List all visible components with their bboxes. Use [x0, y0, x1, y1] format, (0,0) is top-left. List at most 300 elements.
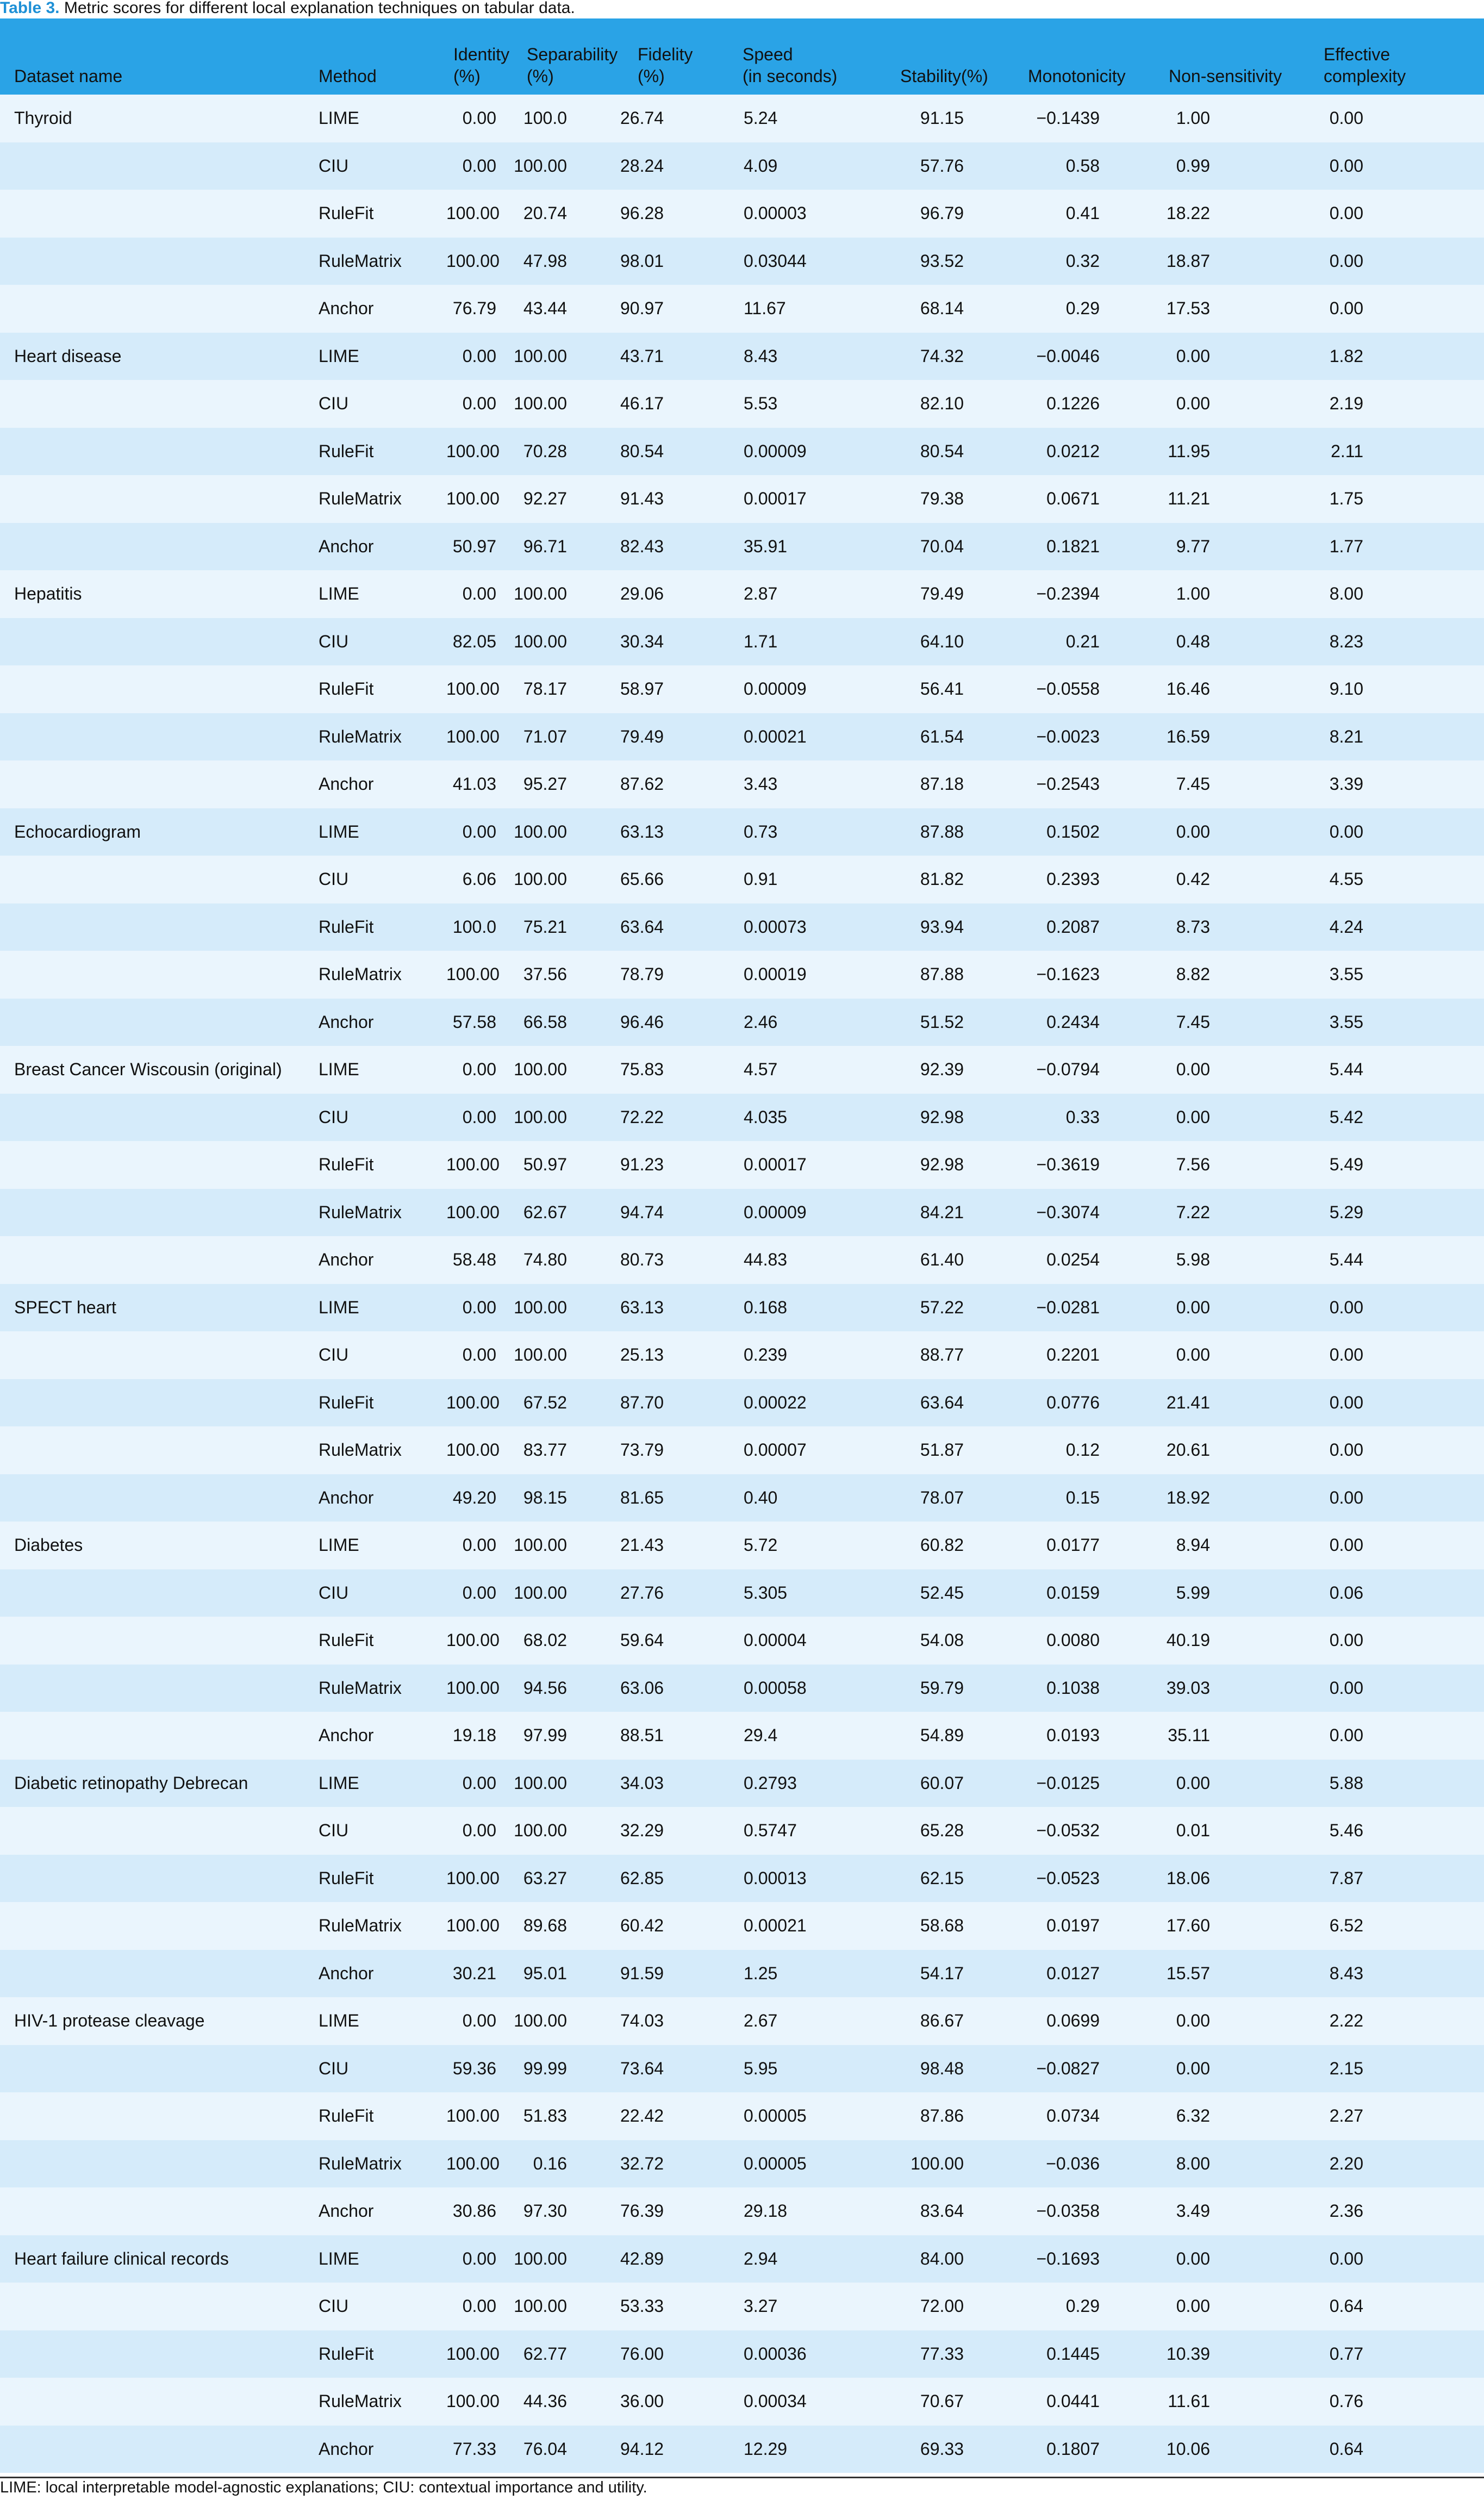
cell-method: Anchor	[319, 536, 374, 556]
cell-effective-complexity: 5.44	[1329, 1059, 1363, 1080]
cell-method: RuleMatrix	[319, 251, 402, 271]
header-separability: Separability (%)	[527, 45, 618, 86]
cell-identity: 58.48	[452, 1250, 496, 1270]
cell-speed: 3.27	[744, 2296, 778, 2316]
cell-separability: 92.27	[523, 489, 567, 509]
cell-separability: 95.01	[523, 1963, 567, 1983]
cell-identity: 0.00	[462, 1821, 496, 1841]
cell-dataset-name	[0, 999, 319, 1046]
cell-method: RuleFit	[319, 1392, 374, 1412]
header-method: Method	[319, 66, 377, 86]
cell-stability: 84.00	[920, 2248, 964, 2268]
cell-speed: 29.18	[744, 2201, 788, 2221]
cell-method: LIME	[319, 1297, 359, 1317]
cell-stability: 69.33	[920, 2439, 964, 2459]
cell-fidelity: 63.06	[620, 1678, 664, 1698]
table-row	[0, 428, 1484, 476]
cell-monotonicity: −0.036	[1046, 2153, 1100, 2173]
cell-monotonicity: 0.0212	[1046, 441, 1100, 461]
cell-monotonicity: 0.1038	[1046, 1678, 1100, 1698]
table-row	[0, 285, 1484, 333]
cell-speed: 12.29	[744, 2439, 788, 2459]
cell-monotonicity: 0.0177	[1046, 1535, 1100, 1555]
cell-fidelity: 94.74	[620, 1202, 664, 1222]
cell-identity: 100.00	[446, 1392, 500, 1412]
cell-separability: 51.83	[523, 2106, 567, 2126]
header-identity: Identity (%)	[453, 45, 510, 86]
table-footnote: LIME: local interpretable model-agnostic explanations; CIU: contextual importance and utility.	[0, 2479, 647, 2496]
cell-separability: 62.77	[523, 2343, 567, 2364]
table-row	[0, 1189, 1484, 1237]
cell-method: RuleFit	[319, 1868, 374, 1888]
cell-dataset-name	[0, 1141, 319, 1189]
cell-identity: 100.00	[446, 1678, 500, 1698]
cell-method: RuleFit	[319, 441, 374, 461]
cell-monotonicity: −0.0125	[1036, 1773, 1100, 1793]
cell-speed: 4.57	[744, 1059, 778, 1080]
cell-identity: 100.00	[446, 1440, 500, 1460]
cell-method: RuleMatrix	[319, 726, 402, 746]
cell-speed: 2.94	[744, 2248, 778, 2268]
cell-non-sensitivity: 39.03	[1166, 1678, 1210, 1698]
table-row	[0, 903, 1484, 951]
table-row	[0, 2187, 1484, 2235]
cell-stability: 54.08	[920, 1630, 964, 1650]
cell-method: RuleMatrix	[319, 1916, 402, 1936]
cell-dataset-name	[0, 1807, 319, 1855]
cell-stability: 74.32	[920, 346, 964, 366]
table-row	[0, 1665, 1484, 1712]
cell-effective-complexity: 8.23	[1329, 631, 1363, 651]
cell-effective-complexity: 2.22	[1329, 2011, 1363, 2031]
cell-fidelity: 94.12	[620, 2439, 664, 2459]
cell-separability: 94.56	[523, 1678, 567, 1698]
cell-monotonicity: 0.0776	[1046, 1392, 1100, 1412]
cell-non-sensitivity: 0.00	[1176, 1297, 1210, 1317]
cell-effective-complexity: 8.00	[1329, 584, 1363, 604]
cell-identity: 100.00	[446, 2391, 500, 2411]
cell-separability: 100.0	[523, 108, 567, 128]
table-row	[0, 2283, 1484, 2330]
cell-non-sensitivity: 0.00	[1176, 1345, 1210, 1365]
cell-stability: 92.98	[920, 1155, 964, 1175]
cell-speed: 5.24	[744, 108, 778, 128]
cell-monotonicity: 0.0441	[1046, 2391, 1100, 2411]
cell-fidelity: 91.59	[620, 1963, 664, 1983]
cell-dataset-name	[0, 1902, 319, 1950]
cell-monotonicity: 0.12	[1065, 1440, 1100, 1460]
cell-method: CIU	[319, 2296, 349, 2316]
cell-non-sensitivity: 8.00	[1176, 2153, 1210, 2173]
table-row	[0, 570, 1484, 618]
table-row	[0, 1236, 1484, 1284]
cell-identity: 82.05	[452, 631, 496, 651]
cell-separability: 99.99	[523, 2058, 567, 2078]
cell-non-sensitivity: 0.48	[1176, 631, 1210, 651]
cell-dataset-name: Heart disease	[14, 346, 122, 366]
cell-separability: 83.77	[523, 1440, 567, 1460]
cell-method: Anchor	[319, 1250, 374, 1270]
cell-stability: 88.77	[920, 1345, 964, 1365]
cell-method: RuleMatrix	[319, 1202, 402, 1222]
cell-method: Anchor	[319, 1963, 374, 1983]
cell-speed: 0.00009	[744, 441, 807, 461]
cell-monotonicity: 0.41	[1065, 203, 1100, 223]
cell-non-sensitivity: 0.00	[1176, 1773, 1210, 1793]
cell-identity: 0.00	[462, 394, 496, 414]
cell-monotonicity: 0.0127	[1046, 1963, 1100, 1983]
cell-dataset-name	[0, 2378, 319, 2426]
metrics-table	[0, 18, 1484, 2473]
cell-effective-complexity: 2.19	[1329, 394, 1363, 414]
cell-dataset-name: Breast Cancer Wiscousin (original)	[14, 1059, 282, 1080]
cell-non-sensitivity: 40.19	[1166, 1630, 1210, 1650]
cell-monotonicity: −0.0023	[1036, 726, 1100, 746]
cell-identity: 57.58	[452, 1012, 496, 1032]
header-row	[0, 18, 1484, 95]
table-row	[0, 1379, 1484, 1427]
cell-separability: 100.00	[514, 2248, 567, 2268]
cell-effective-complexity: 2.11	[1331, 441, 1363, 461]
cell-identity: 77.33	[452, 2439, 496, 2459]
cell-speed: 5.53	[744, 394, 778, 414]
table-row	[0, 618, 1484, 666]
cell-non-sensitivity: 18.92	[1166, 1487, 1210, 1507]
cell-speed: 29.4	[744, 1725, 778, 1746]
cell-method: Anchor	[319, 1725, 374, 1746]
cell-separability: 100.00	[514, 1582, 567, 1603]
cell-fidelity: 63.64	[620, 917, 664, 937]
cell-stability: 51.52	[920, 1012, 964, 1032]
cell-dataset-name: Diabetic retinopathy Debrecan	[14, 1773, 248, 1793]
cell-stability: 82.10	[920, 394, 964, 414]
cell-effective-complexity: 2.20	[1329, 2153, 1363, 2173]
cell-identity: 100.00	[446, 1155, 500, 1175]
cell-separability: 67.52	[523, 1392, 567, 1412]
cell-monotonicity: −0.0046	[1036, 346, 1100, 366]
cell-stability: 78.07	[920, 1487, 964, 1507]
cell-identity: 100.00	[446, 489, 500, 509]
cell-monotonicity: 0.2201	[1046, 1345, 1100, 1365]
table-row	[0, 190, 1484, 238]
cell-stability: 77.33	[920, 2343, 964, 2364]
cell-identity: 100.00	[446, 1868, 500, 1888]
table-row	[0, 333, 1484, 381]
cell-monotonicity: 0.0159	[1046, 1582, 1100, 1603]
cell-monotonicity: −0.0358	[1036, 2201, 1100, 2221]
cell-non-sensitivity: 18.06	[1166, 1868, 1210, 1888]
cell-method: LIME	[319, 821, 359, 841]
cell-speed: 0.00003	[744, 203, 807, 223]
cell-non-sensitivity: 6.32	[1176, 2106, 1210, 2126]
cell-method: CIU	[319, 1821, 349, 1841]
cell-effective-complexity: 1.75	[1329, 489, 1363, 509]
cell-dataset-name: HIV-1 protease cleavage	[14, 2011, 205, 2031]
cell-dataset-name: Echocardiogram	[14, 821, 141, 841]
cell-effective-complexity: 0.00	[1329, 108, 1363, 128]
cell-dataset-name: Heart failure clinical records	[14, 2248, 229, 2268]
cell-effective-complexity: 0.00	[1329, 155, 1363, 176]
cell-speed: 0.00013	[744, 1868, 807, 1888]
cell-separability: 100.00	[514, 1821, 567, 1841]
cell-fidelity: 87.62	[620, 774, 664, 794]
cell-monotonicity: −0.0523	[1036, 1868, 1100, 1888]
cell-separability: 100.00	[514, 821, 567, 841]
cell-speed: 0.03044	[744, 251, 807, 271]
cell-method: RuleFit	[319, 2343, 374, 2364]
cell-method: RuleFit	[319, 203, 374, 223]
cell-monotonicity: 0.1226	[1046, 394, 1100, 414]
cell-speed: 4.09	[744, 155, 778, 176]
table-row	[0, 1426, 1484, 1474]
cell-dataset-name	[0, 1189, 319, 1237]
cell-monotonicity: 0.1821	[1046, 536, 1100, 556]
cell-fidelity: 63.13	[620, 1297, 664, 1317]
cell-effective-complexity: 2.15	[1329, 2058, 1363, 2078]
cell-effective-complexity: 5.29	[1329, 1202, 1363, 1222]
cell-separability: 97.99	[523, 1725, 567, 1746]
cell-effective-complexity: 3.55	[1329, 964, 1363, 984]
cell-monotonicity: −0.0827	[1036, 2058, 1100, 2078]
cell-dataset-name	[0, 618, 319, 666]
cell-identity: 100.00	[446, 679, 500, 699]
cell-dataset-name	[0, 2426, 319, 2473]
table-row	[0, 2235, 1484, 2283]
table-row	[0, 999, 1484, 1046]
cell-dataset-name	[0, 951, 319, 999]
cell-separability: 100.00	[514, 1345, 567, 1365]
cell-monotonicity: 0.21	[1065, 631, 1100, 651]
cell-effective-complexity: 0.00	[1329, 821, 1363, 841]
table-row	[0, 2140, 1484, 2188]
cell-fidelity: 34.03	[620, 1773, 664, 1793]
cell-effective-complexity: 0.00	[1329, 298, 1363, 319]
table-row	[0, 1331, 1484, 1379]
cell-effective-complexity: 0.00	[1329, 2248, 1363, 2268]
cell-identity: 0.00	[462, 1059, 496, 1080]
table-row	[0, 2426, 1484, 2473]
cell-speed: 0.00007	[744, 1440, 807, 1460]
cell-monotonicity: 0.29	[1065, 2296, 1100, 2316]
cell-identity: 100.00	[446, 2106, 500, 2126]
cell-dataset-name: SPECT heart	[14, 1297, 116, 1317]
cell-method: Anchor	[319, 1487, 374, 1507]
cell-stability: 59.79	[920, 1678, 964, 1698]
cell-non-sensitivity: 5.99	[1176, 1582, 1210, 1603]
cell-identity: 76.79	[452, 298, 496, 319]
cell-monotonicity: −0.0558	[1036, 679, 1100, 699]
cell-separability: 100.00	[514, 1535, 567, 1555]
cell-effective-complexity: 0.00	[1329, 1678, 1363, 1698]
cell-speed: 0.239	[744, 1345, 788, 1365]
cell-separability: 62.67	[523, 1202, 567, 1222]
cell-identity: 100.00	[446, 1630, 500, 1650]
cell-separability: 97.30	[523, 2201, 567, 2221]
cell-dataset-name	[0, 1950, 319, 1998]
table-row	[0, 713, 1484, 761]
cell-monotonicity: 0.2393	[1046, 869, 1100, 889]
cell-non-sensitivity: 0.01	[1176, 1821, 1210, 1841]
cell-method: RuleMatrix	[319, 489, 402, 509]
cell-dataset-name	[0, 238, 319, 285]
cell-speed: 0.73	[744, 821, 778, 841]
cell-fidelity: 32.72	[620, 2153, 664, 2173]
cell-fidelity: 30.34	[620, 631, 664, 651]
cell-dataset-name	[0, 285, 319, 333]
cell-speed: 1.25	[744, 1963, 778, 1983]
cell-separability: 95.27	[523, 774, 567, 794]
cell-stability: 87.18	[920, 774, 964, 794]
cell-monotonicity: 0.29	[1065, 298, 1100, 319]
cell-identity: 59.36	[452, 2058, 496, 2078]
table-row	[0, 1046, 1484, 1094]
cell-fidelity: 88.51	[620, 1725, 664, 1746]
cell-separability: 100.00	[514, 346, 567, 366]
cell-fidelity: 96.46	[620, 1012, 664, 1032]
cell-separability: 37.56	[523, 964, 567, 984]
table-row	[0, 1094, 1484, 1142]
cell-separability: 68.02	[523, 1630, 567, 1650]
table-row	[0, 380, 1484, 428]
cell-effective-complexity: 0.00	[1329, 1630, 1363, 1650]
cell-stability: 54.17	[920, 1963, 964, 1983]
cell-fidelity: 91.23	[620, 1155, 664, 1175]
cell-fidelity: 87.70	[620, 1392, 664, 1412]
cell-non-sensitivity: 18.87	[1166, 251, 1210, 271]
table-row	[0, 1522, 1484, 1569]
table-row	[0, 856, 1484, 903]
cell-dataset-name	[0, 903, 319, 951]
cell-effective-complexity: 5.44	[1329, 1250, 1363, 1270]
cell-method: Anchor	[319, 2201, 374, 2221]
cell-fidelity: 60.42	[620, 1916, 664, 1936]
cell-non-sensitivity: 17.53	[1166, 298, 1210, 319]
cell-method: RuleFit	[319, 2106, 374, 2126]
cell-non-sensitivity: 0.00	[1176, 2011, 1210, 2031]
cell-monotonicity: −0.3619	[1036, 1155, 1100, 1175]
cell-speed: 0.00005	[744, 2106, 807, 2126]
cell-dataset-name	[0, 2283, 319, 2330]
cell-fidelity: 79.49	[620, 726, 664, 746]
cell-speed: 3.43	[744, 774, 778, 794]
table-row	[0, 1950, 1484, 1998]
cell-speed: 0.00036	[744, 2343, 807, 2364]
table-row	[0, 1712, 1484, 1760]
cell-non-sensitivity: 8.94	[1176, 1535, 1210, 1555]
cell-separability: 20.74	[523, 203, 567, 223]
cell-stability: 64.10	[920, 631, 964, 651]
cell-stability: 60.82	[920, 1535, 964, 1555]
cell-non-sensitivity: 20.61	[1166, 1440, 1210, 1460]
cell-speed: 5.95	[744, 2058, 778, 2078]
cell-identity: 100.00	[446, 251, 500, 271]
cell-identity: 0.00	[462, 821, 496, 841]
cell-monotonicity: −0.2394	[1036, 584, 1100, 604]
table-row	[0, 2045, 1484, 2093]
cell-effective-complexity: 2.27	[1329, 2106, 1363, 2126]
cell-identity: 0.00	[462, 2011, 496, 2031]
cell-identity: 100.00	[446, 2343, 500, 2364]
cell-identity: 41.03	[452, 774, 496, 794]
cell-dataset-name	[0, 713, 319, 761]
cell-stability: 54.89	[920, 1725, 964, 1746]
cell-fidelity: 25.13	[620, 1345, 664, 1365]
header-stability: Stability(%)	[900, 66, 988, 86]
cell-stability: 92.98	[920, 1107, 964, 1127]
cell-method: CIU	[319, 394, 349, 414]
cell-monotonicity: 0.0699	[1046, 2011, 1100, 2031]
cell-fidelity: 22.42	[620, 2106, 664, 2126]
cell-stability: 70.04	[920, 536, 964, 556]
cell-stability: 100.00	[911, 2153, 964, 2173]
cell-speed: 0.00073	[744, 917, 807, 937]
cell-speed: 1.71	[744, 631, 778, 651]
cell-fidelity: 29.06	[620, 584, 664, 604]
cell-separability: 100.00	[514, 631, 567, 651]
cell-effective-complexity: 0.00	[1329, 251, 1363, 271]
table-label: Table 3.	[0, 0, 60, 17]
cell-separability: 100.00	[514, 2296, 567, 2316]
cell-speed: 2.46	[744, 1012, 778, 1032]
cell-stability: 60.07	[920, 1773, 964, 1793]
cell-stability: 92.39	[920, 1059, 964, 1080]
cell-monotonicity: 0.0197	[1046, 1916, 1100, 1936]
cell-speed: 0.00021	[744, 1916, 807, 1936]
cell-fidelity: 42.89	[620, 2248, 664, 2268]
cell-stability: 70.67	[920, 2391, 964, 2411]
cell-speed: 0.5747	[744, 1821, 797, 1841]
header-dataset-name: Dataset name	[14, 66, 123, 86]
cell-identity: 100.00	[446, 726, 500, 746]
cell-non-sensitivity: 16.59	[1166, 726, 1210, 746]
cell-fidelity: 62.85	[620, 1868, 664, 1888]
cell-stability: 93.52	[920, 251, 964, 271]
table-row	[0, 1474, 1484, 1522]
cell-fidelity: 76.00	[620, 2343, 664, 2364]
cell-fidelity: 63.13	[620, 821, 664, 841]
cell-identity: 19.18	[452, 1725, 496, 1746]
table-bottom-rule	[0, 2477, 1484, 2478]
cell-identity: 100.00	[446, 2153, 500, 2173]
cell-fidelity: 36.00	[620, 2391, 664, 2411]
cell-dataset-name	[0, 1426, 319, 1474]
cell-identity: 49.20	[452, 1487, 496, 1507]
cell-dataset-name	[0, 1617, 319, 1665]
cell-stability: 96.79	[920, 203, 964, 223]
cell-monotonicity: −0.1439	[1036, 108, 1100, 128]
cell-fidelity: 59.64	[620, 1630, 664, 1650]
cell-stability: 61.54	[920, 726, 964, 746]
cell-speed: 5.72	[744, 1535, 778, 1555]
cell-fidelity: 73.79	[620, 1440, 664, 1460]
cell-dataset-name	[0, 760, 319, 808]
cell-fidelity: 98.01	[620, 251, 664, 271]
cell-effective-complexity: 0.00	[1329, 1345, 1363, 1365]
cell-effective-complexity: 0.64	[1329, 2296, 1363, 2316]
table-row	[0, 808, 1484, 856]
cell-identity: 0.00	[462, 2248, 496, 2268]
cell-separability: 100.00	[514, 2011, 567, 2031]
cell-monotonicity: −0.2543	[1036, 774, 1100, 794]
cell-speed: 0.168	[744, 1297, 788, 1317]
cell-fidelity: 91.43	[620, 489, 664, 509]
cell-dataset-name	[0, 2092, 319, 2140]
table-row	[0, 1284, 1484, 1332]
cell-non-sensitivity: 7.22	[1176, 1202, 1210, 1222]
table-row	[0, 1569, 1484, 1617]
cell-non-sensitivity: 7.45	[1176, 1012, 1210, 1032]
cell-dataset-name	[0, 1094, 319, 1142]
